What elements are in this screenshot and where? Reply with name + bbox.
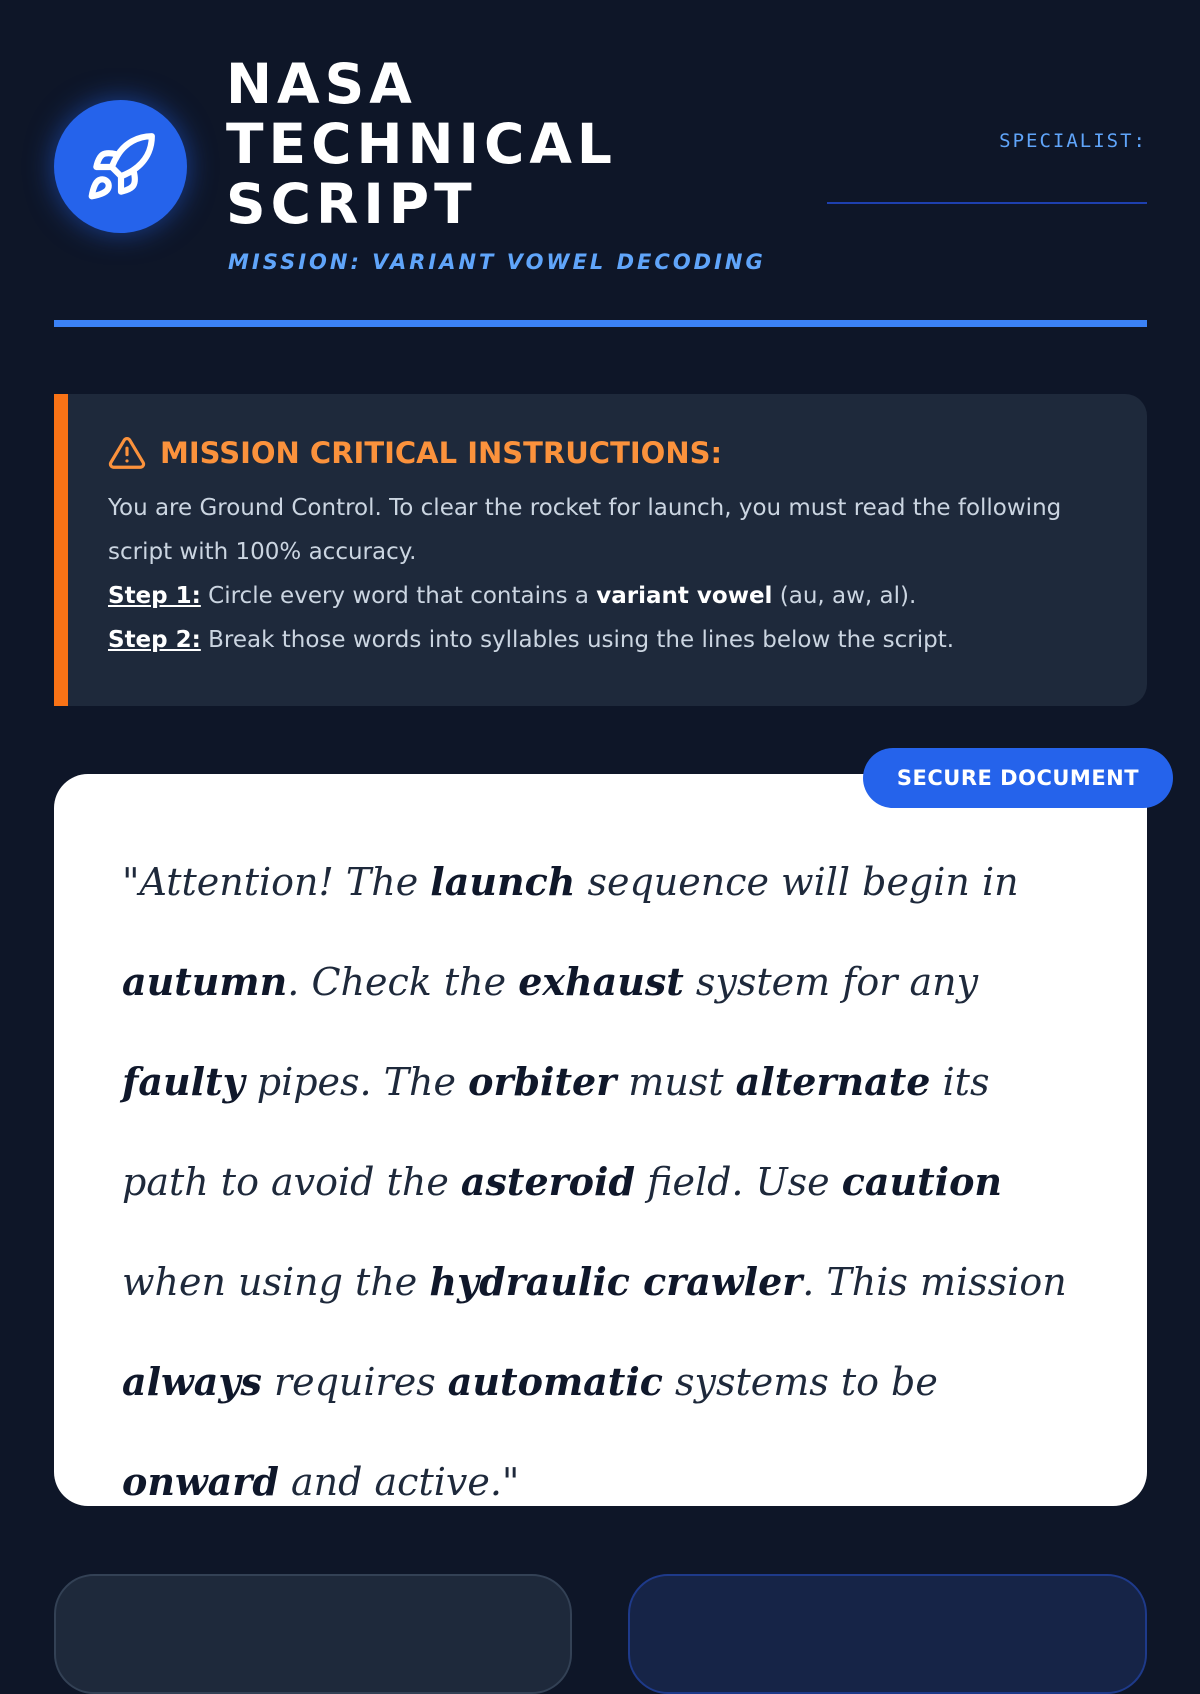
script-text-segment: systems to be [662, 1360, 938, 1404]
page-title [226, 54, 746, 234]
script-text-segment: when using the [122, 1260, 430, 1304]
step-2-label: Step 2: [108, 627, 201, 653]
script-text-segment: pipes. The [244, 1060, 469, 1104]
warning-icon [108, 434, 146, 472]
bottom-panel-left [54, 1574, 572, 1694]
logo-badge [54, 100, 187, 233]
variant-vowel-word[interactable]: always [122, 1359, 262, 1404]
instructions-intro: You are Ground Control. To clear the rocket for launch, you must read the following script with 100% accuracy. [108, 495, 1062, 565]
script-card [54, 774, 1147, 1506]
variant-vowel-word[interactable]: alternate [735, 1059, 931, 1104]
secure-document-badge: SECURE DOCUMENT [863, 748, 1173, 808]
instructions-heading [108, 434, 1107, 472]
script-text-segment: its path to avoid the [122, 1060, 990, 1204]
script-text-segment: . Check the [287, 960, 519, 1004]
script-text-segment: must [616, 1060, 736, 1104]
variant-vowel-word[interactable]: exhaust [518, 959, 684, 1004]
title-line-3: SCRIPT [226, 172, 477, 236]
instructions-title: MISSION CRITICAL INSTRUCTIONS: [160, 436, 723, 470]
step-1-label: Step 1: [108, 583, 201, 609]
step-2-text: Break those words into syllables using the lines below the script. [200, 627, 955, 653]
script-text-segment: system for any [683, 960, 979, 1004]
header [54, 0, 1147, 330]
script-text-segment: "Attention! The [122, 860, 431, 904]
variant-vowel-word[interactable]: launch [430, 859, 576, 904]
instructions-step-2 [108, 618, 1107, 662]
bottom-panel-right [628, 1574, 1147, 1694]
variant-vowel-word[interactable]: hydraulic crawler [429, 1259, 803, 1304]
script-passage [122, 832, 1087, 1532]
title-line-2: TECHNICAL [226, 112, 617, 176]
specialist-field [827, 130, 1147, 152]
header-divider [54, 320, 1147, 327]
script-text-segment: requires [261, 1360, 448, 1404]
variant-vowel-word[interactable]: autumn [122, 959, 288, 1004]
specialist-name-line[interactable] [827, 202, 1147, 204]
variant-vowel-word[interactable]: orbiter [468, 1059, 617, 1104]
step-1-text-pre: Circle every word that contains a [200, 583, 597, 609]
title-line-1: NASA [226, 52, 417, 116]
variant-vowel-word[interactable]: asteroid [460, 1159, 636, 1204]
variant-vowel-word[interactable]: onward [122, 1459, 279, 1504]
rocket-icon [84, 130, 158, 204]
variant-vowel-word[interactable]: automatic [447, 1359, 663, 1404]
step-1-emphasis: variant vowel [596, 583, 773, 609]
mission-subtitle: MISSION: VARIANT VOWEL DECODING [228, 250, 766, 274]
variant-vowel-word[interactable]: caution [841, 1159, 1003, 1204]
step-1-text-post: (au, aw, al). [772, 583, 917, 609]
script-text-segment: field. Use [635, 1160, 842, 1204]
script-text-segment: . This mission [802, 1260, 1067, 1304]
specialist-label: SPECIALIST: [999, 130, 1147, 152]
instructions-panel [54, 394, 1147, 706]
script-text-segment: and active." [278, 1460, 520, 1504]
script-text-segment: sequence will begin in [575, 860, 1019, 904]
variant-vowel-word[interactable]: faulty [122, 1059, 245, 1104]
instructions-step-1 [108, 574, 1107, 618]
